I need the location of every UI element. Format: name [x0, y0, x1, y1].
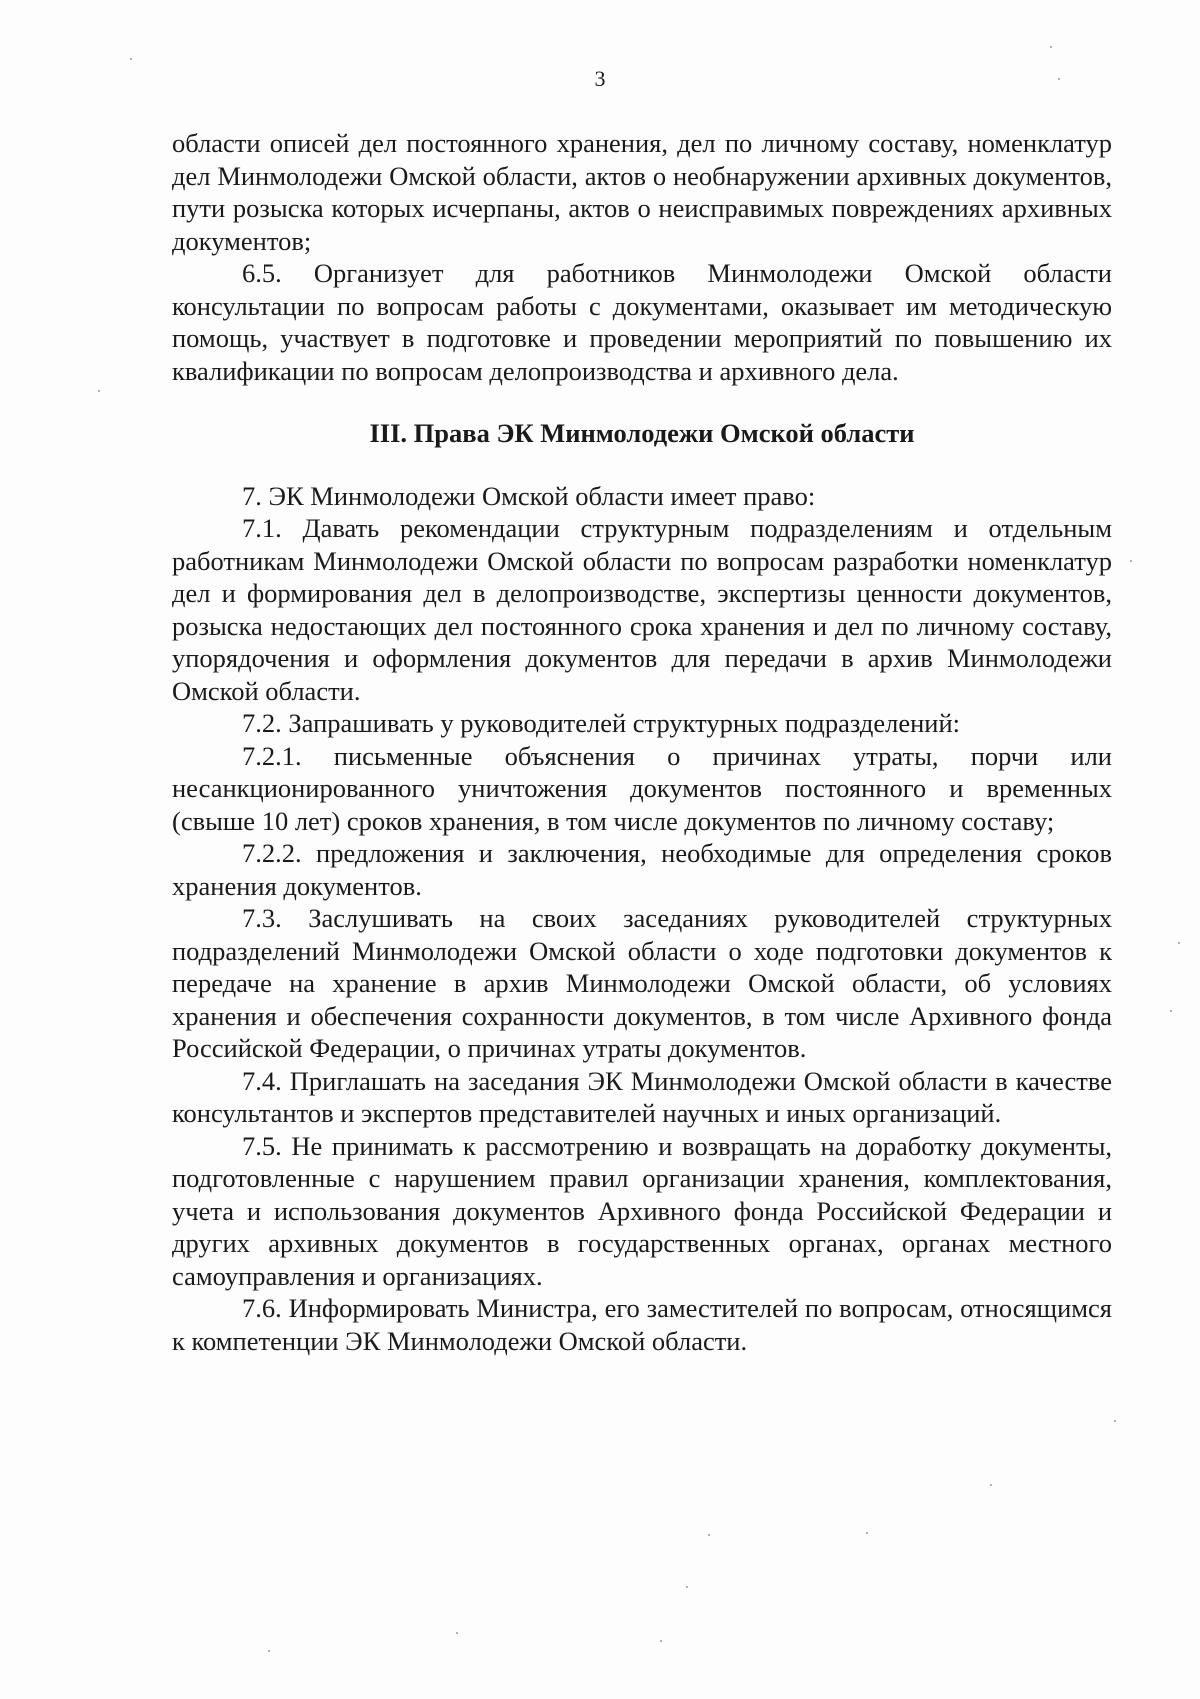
scan-speck — [1130, 560, 1132, 562]
scan-speck — [1050, 46, 1052, 48]
document-body — [172, 127, 1112, 1357]
section-heading: III. Права ЭК Минмолодежи Омской области — [369, 418, 915, 448]
paragraph-7-4: 7.4. Приглашать на заседания ЭК Минмолодежи Омской области в качестве консультантов и экспертов представителей научных и иных организаций. — [172, 1065, 1112, 1128]
paragraph-7-2-2: 7.2.2. предложения и заключения, необходимые для определения сроков хранения документов. — [172, 838, 1112, 901]
scan-speck — [98, 390, 100, 392]
paragraph-7-2: 7.2. Запрашивать у руководителей структурных подразделений: — [242, 708, 961, 738]
scan-speck — [866, 1532, 868, 1534]
scan-speck — [130, 58, 132, 60]
paragraph-7-3: 7.3. Заслушивать на своих заседаниях руководителей структурных подразделений Минмолодежи Омской области о ходе подготовки документов к передаче на хранение в архив Минмолодежи Омской области, об условиях хранения и обеспечения сохранности документов, в том числе Архивного фонда Российской Федерации, о причинах утраты документов. — [172, 903, 1112, 1063]
paragraph-7-1: 7.1. Давать рекомендации структурным подразделениям и отдельным работникам Минмолодежи Омской области по вопросам разработки номенклатур дел и формирования дел в делопроизводстве, экспертизы ценности документов, розыска недостающих дел постоянного срока хранения и дел по личному составу, упорядочения и оформления документов для передачи в архив Минмолодежи Омской области. — [172, 513, 1112, 706]
paragraph-7-2-1: 7.2.1. письменные объяснения о причинах утраты, порчи или несанкционированного уничтожения документов постоянного и временных (свыше 10 лет) сроков хранения, в том числе документов по личному составу; — [172, 740, 1112, 836]
paragraph-continuation: области описей дел постоянного хранения, дел по личному составу, номенклатур дел Минмолодежи Омской области, актов о необнаружении архивных документов, пути розыска которых исчерпаны, актов о неисправимых повреждениях архивных документов; — [172, 128, 1112, 256]
scan-speck — [268, 1650, 270, 1652]
paragraph-7-6: 7.6. Информировать Министра, его заместителей по вопросам, относящимся к компетенции ЭК Минмолодежи Омской области. — [172, 1293, 1112, 1356]
scan-speck — [1178, 942, 1180, 944]
scan-speck — [990, 1484, 992, 1486]
paragraph-6-5: 6.5. Организует для работников Минмолодежи Омской области консультации по вопросам работы с документами, оказывает им методическую помощь, участвует в подготовке и проведении мероприятий по повышению их квалификации по вопросам делопроизводства и архивного дела. — [172, 258, 1112, 386]
scan-speck — [660, 1640, 662, 1642]
scan-speck — [686, 1586, 688, 1588]
scan-speck — [456, 1632, 458, 1634]
scan-speck — [1170, 1010, 1172, 1012]
paragraph-7: 7. ЭК Минмолодежи Омской области имеет право: — [242, 480, 816, 511]
scan-speck — [1114, 1420, 1116, 1422]
paragraph-7-5: 7.5. Не принимать к рассмотрению и возвращать на доработку документы, подготовленные с нарушением правил организации хранения, комплектования, учета и использования документов Архивного фонда Российской Федерации и других архивных документов в государственных органах, органах местного самоуправления и организациях. — [172, 1130, 1112, 1291]
scan-speck — [1058, 78, 1060, 80]
page-number: 3 — [594, 66, 606, 91]
scan-speck — [708, 1534, 710, 1536]
